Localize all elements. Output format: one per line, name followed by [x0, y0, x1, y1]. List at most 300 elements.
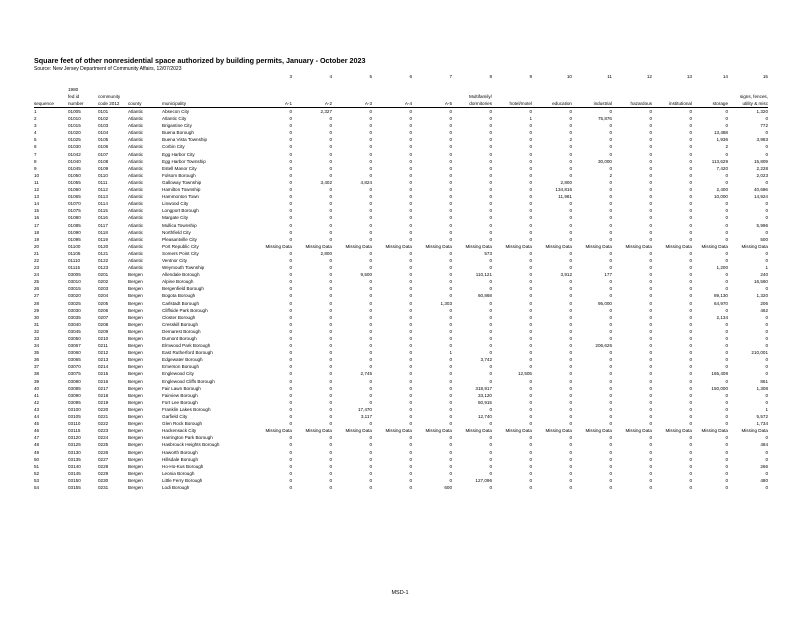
cell-storage: 0 — [725, 378, 728, 384]
cell-institutional: 0 — [689, 265, 692, 271]
cell-institutional: 0 — [689, 321, 692, 327]
cell-institutional: 0 — [689, 286, 692, 292]
cell-sequence: 18 — [34, 229, 40, 235]
table-row — [34, 456, 768, 463]
cell-industrial: 0 — [609, 371, 612, 377]
header-fed-id: 1980 fed id number — [68, 86, 84, 106]
cell-a4: 0 — [409, 357, 412, 363]
cell-education: 0 — [569, 364, 572, 370]
cell-storage: 2 — [725, 144, 728, 150]
table-row — [34, 463, 768, 470]
cell-education: 0 — [569, 208, 572, 214]
cell-signs: 0 — [765, 208, 768, 214]
table-row — [34, 370, 768, 377]
cell-county: Bergen — [128, 470, 143, 476]
cell-fed-id: 03120 — [68, 435, 81, 441]
cell-signs: 0 — [765, 130, 768, 136]
cell-a2: 0 — [329, 194, 332, 200]
cell-sequence: 42 — [34, 399, 40, 405]
cell-storage: 0 — [725, 392, 728, 398]
table-row — [34, 165, 768, 172]
cell-signs: 0 — [765, 286, 768, 292]
cell-education: 0 — [569, 371, 572, 377]
cell-hotel: 0 — [529, 293, 532, 299]
cell-signs: 0 — [765, 399, 768, 405]
cell-hotel: 0 — [529, 286, 532, 292]
cell-fed-id: 03060 — [68, 350, 81, 356]
cell-municipality: Garfield City — [162, 414, 188, 420]
cell-a5: 0 — [449, 158, 452, 164]
cell-a4: 0 — [409, 265, 412, 271]
cell-a3: 0 — [369, 201, 372, 207]
cell-county: Bergen — [128, 357, 143, 363]
cell-hazardous: 0 — [649, 137, 652, 143]
cell-signs: 484 — [760, 442, 768, 448]
cell-hotel: 0 — [529, 321, 532, 327]
cell-fed-id: 03035 — [68, 314, 81, 320]
cell-multifamily: 0 — [489, 208, 492, 214]
cell-storage: 0 — [725, 477, 728, 483]
cell-multifamily: 0 — [489, 449, 492, 455]
cell-hotel: 0 — [529, 392, 532, 398]
cell-municipality: Linwood City — [162, 201, 189, 207]
cell-a5: 0 — [449, 406, 452, 412]
cell-multifamily: 0 — [489, 364, 492, 370]
cell-a2: 0 — [329, 208, 332, 214]
cell-multifamily: 0 — [489, 343, 492, 349]
cell-sequence: 44 — [34, 414, 40, 420]
cell-institutional: 0 — [689, 144, 692, 150]
cell-a4: 0 — [372, 108, 412, 116]
cell-a2: 0 — [329, 463, 332, 469]
cell-a1: 0 — [289, 158, 292, 164]
column-number — [68, 73, 98, 83]
cell-a4: 0 — [409, 385, 412, 391]
cell-a3: 0 — [369, 378, 372, 384]
cell-storage: 0 — [725, 179, 728, 185]
cell-hotel: 0 — [529, 456, 532, 462]
cell-a2: 0 — [329, 321, 332, 327]
cell-hotel: 0 — [529, 250, 532, 256]
cell-signs: 1,320 — [728, 108, 768, 116]
cell-a3: 0 — [369, 456, 372, 462]
cell-multifamily: 0 — [489, 116, 492, 122]
header-a1: A-1 — [284, 100, 292, 106]
cell-a3: 0 — [369, 357, 372, 363]
cell-education: 0 — [569, 201, 572, 207]
cell-signs: 1,308 — [756, 385, 768, 391]
cell-community-code: 0101 — [98, 108, 128, 116]
cell-county: Atlantic — [128, 265, 144, 271]
cell-sequence: 23 — [34, 265, 40, 271]
cell-a4: Missing Data — [385, 428, 412, 434]
cell-fed-id: 03150 — [68, 477, 81, 483]
cell-institutional: 0 — [689, 229, 692, 235]
table-row — [34, 236, 768, 243]
cell-a1: 0 — [289, 406, 292, 412]
cell-county: Bergen — [128, 414, 143, 420]
cell-signs: 0 — [765, 449, 768, 455]
cell-sequence: 25 — [34, 279, 40, 285]
cell-multifamily: 0 — [489, 300, 492, 306]
cell-hazardous: 0 — [649, 144, 652, 150]
cell-a5: 0 — [449, 151, 452, 157]
cell-signs: 5,996 — [756, 222, 768, 228]
cell-industrial: 0 — [609, 130, 612, 136]
cell-education: 0 — [569, 392, 572, 398]
table-row — [34, 222, 768, 229]
cell-institutional: 0 — [689, 137, 692, 143]
table-row — [34, 257, 768, 264]
table-row — [34, 477, 768, 484]
header-signs: signs, fences, utility & misc — [739, 93, 768, 106]
cell-community-code: 0201 — [98, 272, 109, 278]
cell-community-code: 0215 — [98, 371, 109, 377]
cell-a4: 0 — [409, 456, 412, 462]
cell-signs: 240 — [760, 272, 768, 278]
table-row — [34, 214, 768, 221]
cell-a3: 0 — [369, 236, 372, 242]
cell-industrial: 30,000 — [597, 158, 612, 164]
cell-a1: 0 — [289, 477, 292, 483]
table-row — [34, 179, 768, 186]
cell-a4: 0 — [409, 123, 412, 129]
cell-industrial: 0 — [609, 357, 612, 363]
cell-a2: 0 — [329, 350, 332, 356]
cell-multifamily: 0 — [489, 236, 492, 242]
cell-hotel: 0 — [529, 307, 532, 313]
cell-storage: Missing Data — [701, 428, 728, 434]
cell-institutional: 0 — [689, 328, 692, 334]
cell-a1: 0 — [289, 414, 292, 420]
cell-a1: 0 — [289, 165, 292, 171]
cell-education: 0 — [569, 336, 572, 341]
cell-community-code: 0121 — [98, 250, 109, 256]
cell-county: Atlantic — [128, 187, 144, 193]
cell-hotel: 0 — [529, 272, 532, 278]
cell-institutional: 0 — [689, 456, 692, 462]
cell-a2: 0 — [329, 272, 332, 278]
cell-municipality: Emerson Borough — [162, 364, 200, 370]
cell-multifamily: 127,096 — [475, 477, 492, 483]
cell-community-code: 0211 — [98, 343, 108, 349]
cell-a2: 0 — [329, 484, 332, 490]
cell-storage: 0 — [725, 215, 728, 221]
cell-education: 0 — [569, 300, 572, 306]
cell-sequence: 1 — [34, 108, 68, 116]
cell-a3: 0 — [332, 108, 372, 116]
cell-a1: 0 — [289, 172, 292, 178]
cell-a5: 0 — [449, 286, 452, 292]
cell-industrial: 0 — [609, 179, 612, 185]
cell-municipality: Englewood City — [162, 371, 194, 377]
cell-industrial: 0 — [572, 108, 612, 116]
cell-signs: 206 — [760, 300, 768, 306]
table-row — [34, 250, 768, 257]
cell-community-code: 0225 — [98, 442, 109, 448]
cell-education: 0 — [569, 385, 572, 391]
column-number: 4 — [329, 74, 332, 79]
cell-a4: 0 — [409, 463, 412, 469]
cell-institutional: 0 — [689, 123, 692, 129]
cell-municipality: Edgewater Borough — [162, 357, 203, 363]
cell-county: Bergen — [128, 463, 143, 469]
cell-sequence: 51 — [34, 463, 40, 469]
cell-sequence: 15 — [34, 208, 40, 214]
cell-sequence: 46 — [34, 428, 40, 434]
cell-hotel: 0 — [529, 414, 532, 420]
cell-a3: 0 — [369, 194, 372, 200]
cell-sequence: 20 — [34, 243, 40, 249]
cell-multifamily: 0 — [489, 187, 492, 193]
cell-community-code: 0120 — [98, 243, 109, 249]
cell-industrial: 0 — [609, 229, 612, 235]
header-a2: A-2 — [324, 100, 332, 106]
cell-a1: 0 — [289, 399, 292, 405]
cell-community-code: 0116 — [98, 215, 108, 221]
cell-signs: 0 — [765, 328, 768, 334]
cell-industrial: 0 — [609, 470, 612, 476]
table-row — [34, 342, 768, 349]
cell-hotel: 0 — [492, 108, 532, 116]
cell-a2: 0 — [329, 222, 332, 228]
cell-a4: 0 — [409, 484, 412, 490]
cell-institutional: 0 — [689, 250, 692, 256]
cell-a2: 0 — [329, 371, 332, 377]
cell-community-code: 0203 — [98, 286, 109, 292]
cell-county: Bergen — [128, 421, 143, 427]
cell-county: Atlantic — [128, 229, 144, 235]
cell-a5: 0 — [449, 201, 452, 207]
cell-hazardous: 0 — [649, 321, 652, 327]
cell-hazardous: 0 — [649, 222, 652, 228]
cell-sequence: 38 — [34, 371, 40, 377]
cell-a5: 0 — [449, 208, 452, 214]
cell-hazardous: Missing Data — [625, 428, 652, 434]
cell-signs: 0 — [765, 435, 768, 441]
cell-fed-id: 01085 — [68, 222, 81, 228]
cell-a5: 0 — [449, 449, 452, 455]
cell-institutional: 0 — [689, 236, 692, 242]
cell-storage: 0 — [725, 307, 728, 313]
cell-a4: 0 — [409, 116, 412, 122]
table-row — [34, 285, 768, 292]
cell-multifamily: Missing Data — [465, 243, 492, 249]
cell-community-code: 0209 — [98, 328, 109, 334]
page-footer: MSD-1 — [391, 590, 409, 596]
cell-education: 0 — [569, 265, 572, 271]
cell-signs: 1,734 — [756, 421, 768, 427]
cell-a5: 0 — [449, 336, 452, 341]
cell-institutional: 0 — [689, 399, 692, 405]
cell-community-code: 0113 — [98, 194, 108, 200]
cell-multifamily: 0 — [489, 215, 492, 221]
cell-hotel: 0 — [529, 257, 532, 263]
cell-storage: 0 — [725, 456, 728, 462]
cell-municipality: Somers Point City — [162, 250, 199, 256]
cell-industrial: 0 — [609, 265, 612, 271]
cell-fed-id: 03070 — [68, 364, 81, 370]
cell-fed-id: 01090 — [68, 229, 81, 235]
cell-a1: 0 — [289, 307, 292, 313]
column-number: 11 — [607, 74, 612, 79]
cell-industrial: Missing Data — [585, 243, 612, 249]
cell-a4: Missing Data — [385, 243, 412, 249]
cell-county: Bergen — [128, 314, 143, 320]
cell-education: Missing Data — [545, 243, 572, 249]
cell-a3: 0 — [369, 279, 372, 285]
cell-industrial: 0 — [609, 406, 612, 412]
cell-community-code: 0228 — [98, 463, 109, 469]
cell-a5: 1 — [449, 350, 452, 356]
cell-institutional: Missing Data — [665, 428, 692, 434]
cell-hotel: 0 — [529, 385, 532, 391]
cell-industrial: 0 — [609, 414, 612, 420]
cell-signs: Missing Data — [741, 428, 768, 434]
cell-storage: 0 — [725, 350, 728, 356]
cell-a5: 0 — [449, 187, 452, 193]
cell-a2: 0 — [329, 477, 332, 483]
table-row — [34, 420, 768, 427]
cell-community-code: 0202 — [98, 279, 109, 285]
cell-county: Atlantic — [128, 222, 144, 228]
cell-hazardous: 0 — [649, 463, 652, 469]
cell-fed-id: 01025 — [68, 137, 81, 143]
cell-sequence: 3 — [34, 123, 37, 129]
cell-a4: 0 — [409, 378, 412, 384]
cell-signs: 772 — [760, 123, 768, 129]
cell-a5: 0 — [449, 293, 452, 299]
cell-multifamily: 0 — [489, 158, 492, 164]
cell-fed-id: 01010 — [68, 116, 81, 122]
cell-industrial: 0 — [609, 123, 612, 129]
cell-a2: Missing Data — [305, 243, 332, 249]
cell-sequence: 17 — [34, 222, 40, 228]
cell-storage: 0 — [725, 399, 728, 405]
cell-hotel: 0 — [529, 477, 532, 483]
cell-industrial: 0 — [609, 321, 612, 327]
cell-a1: 0 — [289, 328, 292, 334]
cell-fed-id: 03040 — [68, 321, 81, 327]
cell-industrial: 0 — [609, 257, 612, 263]
column-number: 3 — [289, 74, 292, 79]
cell-county: Atlantic — [128, 208, 144, 214]
cell-county: Atlantic — [128, 250, 144, 256]
cell-municipality: Pleasantville City — [162, 236, 197, 242]
cell-a4: 0 — [409, 279, 412, 285]
cell-community-code: 0109 — [98, 165, 109, 171]
cell-industrial: 0 — [609, 477, 612, 483]
cell-a5: 0 — [449, 236, 452, 242]
cell-county: Bergen — [128, 364, 143, 370]
column-number — [128, 73, 162, 83]
cell-a2: 0 — [329, 314, 332, 320]
cell-education: 0 — [569, 321, 572, 327]
cell-sequence: 54 — [34, 484, 40, 490]
cell-community-code: 0218 — [98, 392, 109, 398]
cell-municipality: Fort Lee Borough — [162, 399, 198, 405]
cell-a2: 0 — [329, 406, 332, 412]
cell-storage: 0 — [725, 406, 728, 412]
cell-a1: 0 — [289, 435, 292, 441]
cell-a1: 0 — [289, 385, 292, 391]
cell-education: Missing Data — [545, 428, 572, 434]
cell-industrial: 75,876 — [597, 116, 612, 122]
cell-education: 0 — [569, 414, 572, 420]
cell-a5: 0 — [449, 314, 452, 320]
cell-county: Bergen — [128, 293, 143, 299]
cell-municipality: Carlstadt Borough — [162, 300, 200, 306]
cell-multifamily: 0 — [452, 108, 492, 116]
cell-a5: Missing Data — [425, 243, 452, 249]
cell-signs: 0 — [765, 336, 768, 341]
cell-multifamily: 0 — [489, 378, 492, 384]
cell-county: Atlantic — [128, 215, 144, 221]
cell-hotel: 0 — [529, 328, 532, 334]
cell-multifamily: 0 — [489, 123, 492, 129]
cell-community-code: 0106 — [98, 144, 109, 150]
cell-sequence: 13 — [34, 194, 40, 200]
cell-community-code: 0212 — [98, 350, 109, 356]
cell-a3: 0 — [369, 364, 372, 370]
cell-storage: 150,000 — [711, 385, 728, 391]
cell-county: Bergen — [128, 456, 143, 462]
cell-hazardous: 0 — [649, 179, 652, 185]
cell-education: 3,912 — [560, 272, 572, 278]
cell-fed-id: 01080 — [68, 215, 81, 221]
cell-a2: 0 — [329, 257, 332, 263]
cell-a5: 0 — [449, 399, 452, 405]
cell-municipality: Hamilton Township — [162, 187, 201, 193]
cell-storage: 0 — [725, 151, 728, 157]
header-industrial: industrial — [593, 100, 612, 106]
cell-signs: 0 — [765, 371, 768, 377]
cell-a3: 0 — [369, 229, 372, 235]
cell-fed-id: 01070 — [68, 201, 81, 207]
cell-a1: 0 — [289, 470, 292, 476]
cell-a2: 0 — [329, 123, 332, 129]
cell-sequence: 53 — [34, 477, 40, 483]
cell-fed-id: 01055 — [68, 179, 81, 185]
cell-a4: 0 — [409, 215, 412, 221]
cell-a2: 0 — [329, 421, 332, 427]
cell-education: 2,800 — [560, 179, 572, 185]
cell-multifamily: 0 — [489, 265, 492, 271]
cell-storage: 0 — [725, 463, 728, 469]
cell-a4: 0 — [409, 300, 412, 306]
cell-municipality: Weymouth Township — [162, 265, 205, 271]
cell-hotel: 0 — [529, 343, 532, 349]
cell-hotel: 0 — [529, 336, 532, 341]
cell-multifamily: 0 — [489, 222, 492, 228]
cell-hazardous: 0 — [649, 279, 652, 285]
cell-sequence: 43 — [34, 406, 40, 412]
cell-community-code: 0117 — [98, 222, 108, 228]
cell-a3: 2,745 — [360, 371, 372, 377]
cell-county: Atlantic — [128, 243, 144, 249]
cell-multifamily: 110,121 — [475, 272, 492, 278]
table-row — [34, 427, 768, 434]
cell-a3: 0 — [369, 222, 372, 228]
cell-fed-id: 03140 — [68, 463, 81, 469]
cell-a5: 0 — [412, 108, 452, 116]
cell-a1: 0 — [289, 350, 292, 356]
cell-sequence: 50 — [34, 456, 40, 462]
header-institutional: institutional — [669, 100, 692, 106]
cell-a3: 0 — [369, 470, 372, 476]
cell-fed-id: 01042 — [68, 151, 81, 157]
cell-hazardous: 0 — [612, 108, 652, 116]
